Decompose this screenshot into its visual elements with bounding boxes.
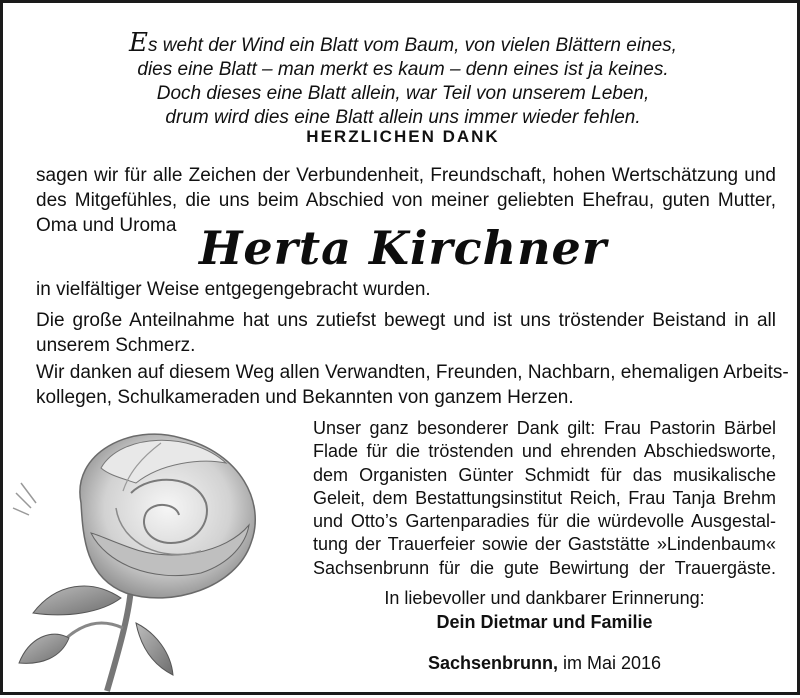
thanks-line-1: Wir danken auf diesem Weg allen Verwandten, Freunden, Nachbarn, ehemaligen Arbeits- (36, 362, 789, 383)
poem-line-1: Es weht der Wind ein Blatt vom Baum, von vielen Blättern eines, (129, 28, 677, 58)
thanks-line-2: kollegen, Schulkameraden und Bekannten von ganzem Herzen. (36, 387, 574, 408)
thanks-paragraph (36, 360, 789, 410)
poem (3, 28, 800, 130)
date: im Mai 2016 (563, 653, 662, 673)
special-thanks-line: Flade für die tröstenden und ehrenden Abschiedsworte, (313, 441, 776, 462)
special-thanks-line: Sachsenbrunn für die gute Bewirtung der Trauergäste. (313, 557, 776, 578)
intro-line-2: des Mitgefühles, die uns beim Abschied von meiner geliebten Ehefrau, guten Mutter, (36, 190, 776, 211)
place: Sachsenbrunn, (427, 653, 558, 673)
condolence-line-1: Die große Anteilnahme hat uns zutiefst bewegt und ist uns tröstender Beistand in all (36, 310, 776, 331)
after-name-text: in vielfältiger Weise entgegengebracht wurden. (36, 279, 431, 300)
condolence-paragraph (36, 308, 776, 358)
place-date (313, 651, 776, 675)
special-thanks-line: Geleit, dem Bestattungsinstitut Reich, Frau Tanja Brehm (313, 487, 776, 508)
intro-line-1: sagen wir für alle Zeichen der Verbundenheit, Freundschaft, hohen Wertschätzung und (36, 165, 776, 186)
special-thanks-line: Unser ganz besonderer Dank gilt: Frau Pastorin Bärbel (313, 418, 776, 438)
rose-icon (11, 413, 311, 693)
intro-line-3: Oma und Uroma (36, 215, 177, 236)
special-thanks-line: tung der Trauerfeier sowie der Gaststätte »Lindenbaum« (313, 534, 776, 555)
special-thanks-line: und Otto’s Gartenparadies für die würdevolle Ausgestal- (313, 511, 776, 532)
thanks-heading: HERZLICHEN DANK (306, 127, 500, 146)
special-thanks-line: dem Organisten Günter Schmidt für das musikalische (313, 464, 776, 485)
special-thanks (313, 417, 776, 580)
poem-dropcap: E (129, 28, 149, 58)
poem-line-4: drum wird dies eine Blatt allein uns immer wieder fehlen. (165, 107, 641, 128)
condolence-line-2: unserem Schmerz. (36, 335, 196, 356)
closing-remembrance: In liebevoller und dankbarer Erinnerung: (384, 588, 705, 608)
poem-line-3: Doch dieses eine Blatt allein, war Teil von unserem Leben, (156, 83, 650, 104)
deceased-name: Herta Kirchner (198, 221, 608, 275)
poem-line-2: dies eine Blatt – man merkt es kaum – denn eines ist ja keines. (137, 59, 669, 80)
signature: Dein Dietmar und Familie (436, 612, 653, 632)
